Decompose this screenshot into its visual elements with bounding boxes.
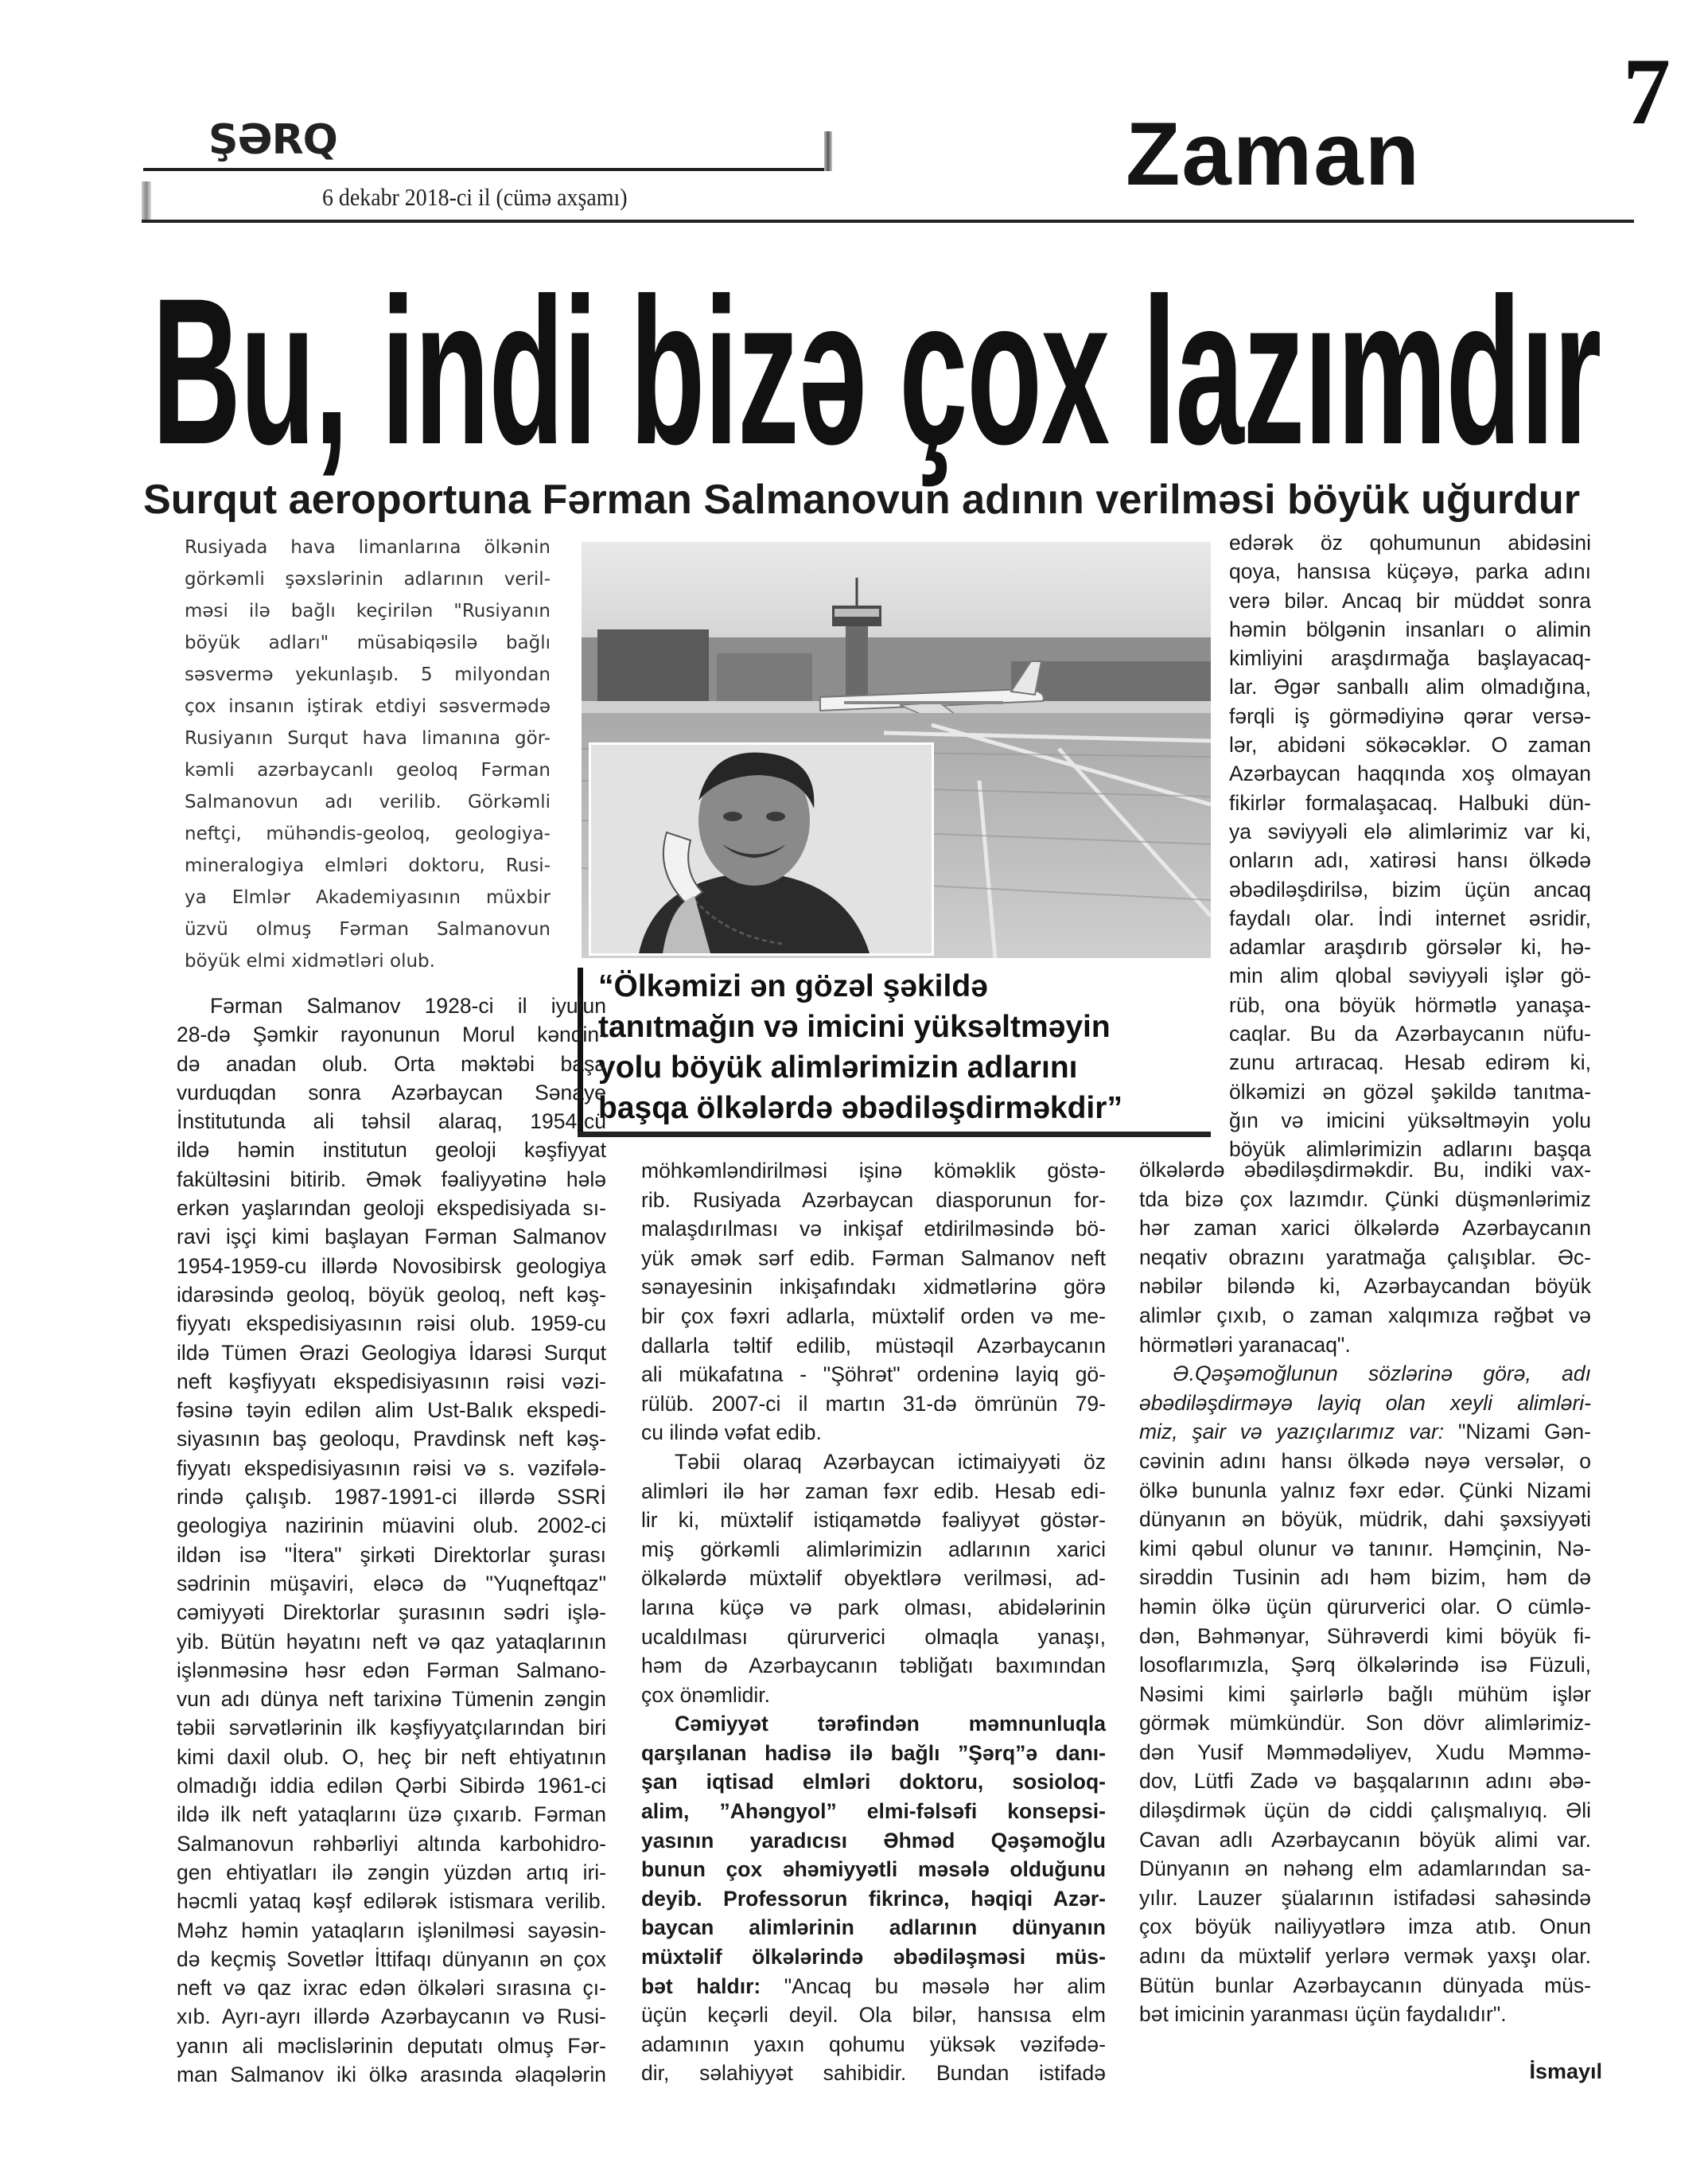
text-line: çox önəmlidir. xyxy=(641,1682,771,1707)
text-line: əbədiləşdirilsə, bizim üçün ancaq xyxy=(1229,877,1591,902)
text-line: cu ilində vəfat edib. xyxy=(641,1420,822,1445)
text-line: Məhz həmin yataqların işlənilməsi sayəsin- xyxy=(177,1918,606,1942)
text-line: vurduqdan sonra Azərbaycan Sənaye xyxy=(177,1080,606,1105)
text-line: adamının yaxın qohumu yüksək vəzifədə- xyxy=(641,2032,1106,2056)
pull-quote-rule xyxy=(578,1132,1211,1137)
text-line: ölkəmizi ən gözəl şəkildə tanıtma- xyxy=(1229,1079,1591,1104)
text-line: cəmiyyəti Direktorlar şurasının sədri işlə- xyxy=(177,1600,606,1625)
text-line: Cəmiyyət tərəfindən məmnunluqla xyxy=(675,1712,1106,1736)
text-line: bunun çox əhəmiyyətli məsələ olduğunu xyxy=(641,1857,1106,1882)
text-line: şan iqtisad elmləri doktoru, sosioloq- xyxy=(641,1770,1106,1794)
text-line: hörmətləri yaranacaq". xyxy=(1139,1332,1351,1357)
text-line: dən Yusif Məmmədəliyev, Xudu Məmmə- xyxy=(1139,1740,1591,1764)
text-line: alim, ”Ahəngyol” elmi-fəlsəfi konsepsi- xyxy=(641,1799,1106,1824)
text-line: yasının yaradıcısı Əhməd Qəşəmoğlu xyxy=(641,1828,1106,1853)
text-line: yib. Bütün həyatını neft və qaz yataqlarının xyxy=(177,1629,606,1654)
text-line: caqlar. Bu da Azərbaycanın nüfu- xyxy=(1229,1022,1591,1046)
text-line: rib. Rusiyada Azərbaycan diasporunun for- xyxy=(641,1187,1106,1212)
text-line: deyib. Professorun fikrincə, həqiqi Azər- xyxy=(641,1886,1106,1911)
text-line: erkən yaşlarından geoloji ekspedisiyada sı- xyxy=(177,1196,606,1221)
text-line: sədrinin müşaviri, eləcə də "Yuqneftqaz" xyxy=(177,1571,606,1595)
text-line: idarəsində geoloq, böyük geoloq, neft kəş- xyxy=(177,1282,606,1307)
terminal-buildings xyxy=(582,629,1211,701)
article-intro xyxy=(185,532,551,977)
text-line: ildən isə "İtera" şirkəti Direktorlar şurası xyxy=(177,1542,606,1567)
emphasized-text: bət haldır: xyxy=(641,1973,761,1998)
text-line: ucaldılması qürurverici olmaqla yanaşı, xyxy=(641,1624,1106,1649)
text-line: həcmli yataq kəşf edilərək istismara verilib. xyxy=(177,1889,606,1914)
text-line: lir ki, müxtəlif istiqamətdə fəaliyyət göstər- xyxy=(641,1508,1106,1533)
pull-quote-line: tanıtmağın və imicini yüksəltməyin xyxy=(598,1010,1111,1044)
pull-quote-line: “Ölkəmizi ən gözəl şəkildə xyxy=(598,969,988,1003)
text-line: möhkəmləndirilməsi işinə köməklik göstə- xyxy=(641,1159,1106,1182)
text-line: rülüb. 2007-ci il martın 31-də ömrünün 79- xyxy=(641,1391,1106,1416)
date-decorative-bar xyxy=(142,181,151,220)
text-line: gen ehtiyatları ilə zəngin yüzdən artıq iri- xyxy=(177,1860,606,1884)
text-line: böyük elmi xidmətləri olub. xyxy=(185,951,435,972)
text-line: sənayesinin inkişafındakı xidmətlərinə görə xyxy=(641,1275,1106,1299)
text-line: neft kəşfiyyatı ekspedisiyasının rəisi vəzi- xyxy=(177,1369,606,1393)
text-line: alimlər çıxıb, o zaman xalqımıza rəğbət və xyxy=(1139,1303,1591,1327)
text-line: Nəsimi kimi şairlərlə bağlı mühüm işlər xyxy=(1139,1681,1591,1706)
text-line: geologiya nazirinin müavini olub. 2002-ci xyxy=(177,1514,606,1538)
text-run: "Nizami Gən- xyxy=(1444,1420,1591,1444)
text-line: yılır. Lauzer şüalarının istifadəsi sahəsində xyxy=(1139,1885,1591,1910)
header-rule xyxy=(142,220,1634,223)
text-line: adını da müxtəlif yerlərə vermək yaxşı olar. xyxy=(1139,1944,1591,1969)
text-line: Rusiyanın Surqut hava limanına gör- xyxy=(185,728,551,749)
text-line xyxy=(1139,1417,1591,1447)
pull-quote-line: yolu böyük alimlərimizin adlarını xyxy=(598,1050,1078,1085)
text-line: kimi qəbul olunur və tanınır. Həmçinin, Nə- xyxy=(1139,1536,1591,1560)
text-line: İnstitutunda ali təhsil alaraq, 1954-cü xyxy=(177,1109,606,1134)
emphasized-text: miz, şair və yazıçılarımız var: xyxy=(1139,1420,1445,1444)
text-line: malaşdırılması və inkişaf etdirilməsində bö- xyxy=(641,1217,1106,1241)
text-line xyxy=(641,1972,1106,2001)
text-line: ölkə bununla yalnız fəxr edər. Çünki Nizami xyxy=(1139,1478,1591,1502)
text-line: Ə.Qəşəmoğlunun sözlərinə görə, adı xyxy=(1173,1362,1591,1386)
text-line: ya səviyyəli elə alimlərimiz var ki, xyxy=(1229,819,1591,843)
text-line: Cavan adlı Azərbaycanın böyük alimi var. xyxy=(1139,1827,1591,1852)
text-line: vun adı dünya neft tarixinə Tümenin zəngin xyxy=(177,1687,606,1712)
text-line: dallarla təltif edilib, müstəqil Azərbaycanın xyxy=(641,1333,1106,1358)
section-title: Zaman xyxy=(1126,104,1421,204)
text-line: fəsinə təyin edilən alim Ust-Balık ekspedi- xyxy=(177,1398,606,1423)
text-line: diləşdirmək üçün də ciddi çalışmalıyıq. Əli xyxy=(1139,1798,1591,1823)
text-line: man Salmanov iki ölkə arasında əlaqələrin xyxy=(177,2062,606,2086)
text-line: işlənməsinə həsr edən Fərman Salmano- xyxy=(177,1658,606,1682)
text-line: görkəmli şəxslərinin adlarının veril- xyxy=(185,569,551,590)
text-line: bir çox fəxri adlarla, müxtəlif orden və me- xyxy=(641,1303,1106,1328)
text-line: səsvermə yekunlaşıb. 5 milyondan xyxy=(185,664,551,685)
text-line: neqativ obrazını yaratmağa çalışıblar. Əc- xyxy=(1139,1245,1591,1269)
headline: Bu, indi bizə çox lazımdır xyxy=(152,255,1601,488)
text-line: 1954-1959-cu illərdə Novosibirsk geologiya xyxy=(177,1253,606,1278)
text-line: dən, Bəhmənyar, Sührəverdi kimi böyük fi- xyxy=(1139,1623,1591,1648)
text-line: min alim qlobal səviyyəli işlər gö- xyxy=(1229,964,1591,988)
text-line: Salmanovun adı verilib. Görkəmli xyxy=(185,792,551,812)
text-line: də anadan olub. Orta məktəbi başa xyxy=(177,1051,606,1076)
text-line: ğın və imicini yüksəltməyin yolu xyxy=(1229,1108,1591,1132)
page-number: 7 xyxy=(1623,38,1671,144)
text-line: xıb. Ayrı-ayrı illərdə Azərbaycanın və Rusi- xyxy=(177,2005,606,2029)
article-column-3-bottom xyxy=(1139,1155,1591,2029)
text-line: üçün keçərli deyil. Ola bilər, hansısa elm xyxy=(641,2003,1106,2028)
text-line: larına küçə və park olması, abidələrinin xyxy=(641,1595,1106,1619)
text-line: fərqli iş görmədiyinə qərar versə- xyxy=(1229,703,1591,728)
text-line: ölkələrdə əbədiləşdirməkdir. Bu, indiki vax- xyxy=(1139,1158,1591,1182)
text-line: baycan alimlərinin adlarının dünyanın xyxy=(641,1915,1106,1940)
text-line: qarşılanan hadisə ilə bağlı ”Şərq”ə danı- xyxy=(641,1740,1106,1765)
text-line: verə bilər. Ancaq bir müddət sonra xyxy=(1229,588,1591,613)
text-line: böyük alimlərimizin adlarını başqa xyxy=(1229,1137,1591,1162)
text-line: çox insanın iştirak etdiyi səsvermədə xyxy=(185,696,551,717)
text-line: hər zaman xarici ölkələrdə Azərbaycanın xyxy=(1139,1216,1591,1241)
text-line: onların adı, xatirəsi hansı ölkədə xyxy=(1229,848,1591,873)
text-line: üzvü olmuş Fərman Salmanovun xyxy=(185,919,551,940)
text-line: rində çalışıb. 1987-1991-ci illərdə SSRİ xyxy=(177,1485,606,1510)
man-on-phone-portrait xyxy=(591,745,932,953)
text-line: ravi işçi kimi başlayan Fərman Salmanov xyxy=(177,1225,606,1249)
pull-quote xyxy=(598,966,1211,1128)
logo-decorative-bar xyxy=(824,131,832,171)
portrait-photo xyxy=(589,742,934,956)
text-line: Fərman Salmanov 1928-ci il iyulun xyxy=(210,994,606,1018)
issue-date: 6 dekabr 2018-ci il (cümə axşamı) xyxy=(322,183,628,211)
text-line: kəmli azərbaycanlı geoloq Fərman xyxy=(185,760,551,781)
text-line: çox böyük nailiyyətlərə imza atıb. Onun xyxy=(1139,1915,1591,1939)
text-line: zunu artıracaq. Hesab edirəm ki, xyxy=(1229,1050,1591,1075)
text-line: neft və qaz ixrac edən ölkələri sırasına çı- xyxy=(177,1976,606,2001)
text-run: "Ancaq bu məsələ hər alim xyxy=(761,1973,1106,1998)
text-line: həmin ölkə üçün qürurverici olar. O cümlə- xyxy=(1139,1594,1591,1619)
text-line: dov, Lütfi Zadə və başqalarının adını əbə- xyxy=(1139,1769,1591,1794)
newspaper-logo: ŞƏRQ xyxy=(208,116,337,164)
text-line: həmin bölgənin insanları o alimin xyxy=(1229,617,1591,641)
text-line: faydalı olar. İndi internet əsridir, xyxy=(1229,906,1591,930)
text-line: dünyanın ən böyük, müdrik, dahi şəxsiyyəti xyxy=(1139,1507,1591,1532)
article-column-1 xyxy=(177,992,606,2089)
text-line: də keçmiş Sovetlər İttifaqı dünyanın ən çox xyxy=(177,1946,606,1971)
text-line: cəvinin adını hansı ölkədə nəyə versələr, o xyxy=(1139,1448,1591,1473)
logo-rule xyxy=(143,168,827,171)
text-line: losoflarımızla, Şərq ölkələrində isə Füzuli, xyxy=(1139,1653,1591,1677)
article-column-2 xyxy=(641,1156,1106,2088)
text-line: həm də Azərbaycanın təbliğatı baxımından xyxy=(641,1654,1106,1678)
text-line: müxtəlif ölkələrində əbədiləşməsi müs- xyxy=(641,1945,1106,1969)
text-line: Salmanovun rəhbərliyi altında karbohidro- xyxy=(177,1831,606,1856)
text-line: Təbii olaraq Azərbaycan ictimaiyyəti öz xyxy=(675,1449,1106,1474)
text-line: 28-də Şəmkir rayonunun Morul kəndin- xyxy=(177,1023,606,1047)
subtitle: Surqut aeroportuna Fərman Salmanovun adının verilməsi böyük uğurdur xyxy=(143,477,1581,523)
text-line: lar. Əgər sanballı alim olmadığına, xyxy=(1229,675,1591,699)
text-line: ildə həmin institutun geoloji kəşfiyyat xyxy=(177,1138,606,1163)
text-line: neftçi, mühəndis-geoloq, geologiya- xyxy=(185,824,551,844)
text-line: rüb, ona böyük hörmətlə yanaşa- xyxy=(1229,992,1591,1017)
text-line: Dünyanın ən nəhəng elm adamlarından sa- xyxy=(1139,1856,1591,1881)
text-line: ildə ilk neft yataqlarını üzə çıxarıb. Fərman xyxy=(177,1802,606,1827)
text-line: bət imicinin yaranması üçün faydalıdır". xyxy=(1139,2002,1507,2027)
text-line: siyasının baş geoloqu, Pravdinsk neft kəş- xyxy=(177,1427,606,1451)
text-line: təbii sərvətlərinin ilk kəşfiyyatçılarından biri xyxy=(177,1716,606,1740)
text-line: fiyyatı ekspedisiyasının rəisi olub. 1959-cu xyxy=(177,1311,606,1336)
text-line: yanın ali məclislərinin deputatı olmuş Fər- xyxy=(177,2033,606,2058)
text-line: sirəddin Tusinin adı həm bizim, həm də xyxy=(1139,1565,1591,1590)
text-line: fikirlər formalaşacaq. Halbuki dün- xyxy=(1229,790,1591,815)
text-line: Bütün bunlar Azərbaycanın dünyada müs- xyxy=(1139,1973,1591,1997)
text-line: kimliyini araşdırmağa başlayacaq- xyxy=(1229,646,1591,671)
text-line: ölkələrdə müxtəlif obyektlərə verilməsi, ad- xyxy=(641,1566,1106,1591)
text-line: adamlar araşdırıb görsələr ki, hə- xyxy=(1229,935,1591,960)
text-line: miş görkəmli alimlərimizin adlarının xarici xyxy=(641,1537,1106,1561)
text-line: alimləri ilə hər zaman fəxr edib. Hesab edi- xyxy=(641,1479,1106,1503)
text-line: dir, səlahiyyət sahibidir. Bundan istifadə xyxy=(641,2061,1106,2086)
article-column-3-top xyxy=(1229,528,1591,1164)
text-line: tda bizə çox lazımdır. Çünki düşmənlərimiz xyxy=(1139,1186,1591,1211)
text-line: ya Elmlər Akademiyasının müxbir xyxy=(185,887,551,908)
text-line: ali mükafatına - "Şöhrət" ordeninə layiq gö- xyxy=(641,1362,1106,1387)
text-line: fakültəsini bitirib. Əmək fəaliyyətinə hələ xyxy=(177,1167,606,1191)
text-line: yük əmək sərf edib. Fərman Salmanov neft xyxy=(641,1245,1106,1270)
text-line: lər, abidəni sökəcəklər. O zaman xyxy=(1229,733,1591,758)
text-line: görmək mümkündür. Son dövr alimlərimiz- xyxy=(1139,1711,1591,1736)
pull-quote-line: başqa ölkələrdə əbədiləşdirməkdir” xyxy=(598,1091,1122,1125)
text-line: nəbilər biləndə ki, Azərbaycandan böyük xyxy=(1139,1274,1591,1299)
text-line: qoya, hansısa küçəyə, parka adını xyxy=(1229,559,1591,584)
text-line: əbədiləşdirməyə layiq olan xeyli alimləri- xyxy=(1139,1390,1591,1415)
text-line: böyük adları" müsabiqəsilə bağlı xyxy=(185,633,551,653)
text-line: ildə Tümen Ərazi Geologiya İdarəsi Surqut xyxy=(177,1340,606,1365)
text-line: fiyyatı ekspedisiyasının rəisi və s. vəzifələ- xyxy=(177,1455,606,1480)
author-byline: İsmayıl xyxy=(1529,2059,1602,2083)
text-line: Rusiyada hava limanlarına ölkənin xyxy=(185,537,551,558)
text-line: mineralogiya elmləri doktoru, Rusi- xyxy=(185,855,551,876)
text-line: edərək öz qohumunun abidəsini xyxy=(1229,531,1591,555)
text-line: məsi ilə bağlı keçirilən "Rusiyanın xyxy=(185,601,551,621)
text-line: olmadığı iddia edilən Qərbi Sibirdə 1961-ci xyxy=(177,1774,606,1798)
text-line: kimi daxil olub. O, heç bir neft ehtiyatının xyxy=(177,1744,606,1769)
text-line: Azərbaycan haqqında xoş olmayan xyxy=(1229,762,1591,786)
